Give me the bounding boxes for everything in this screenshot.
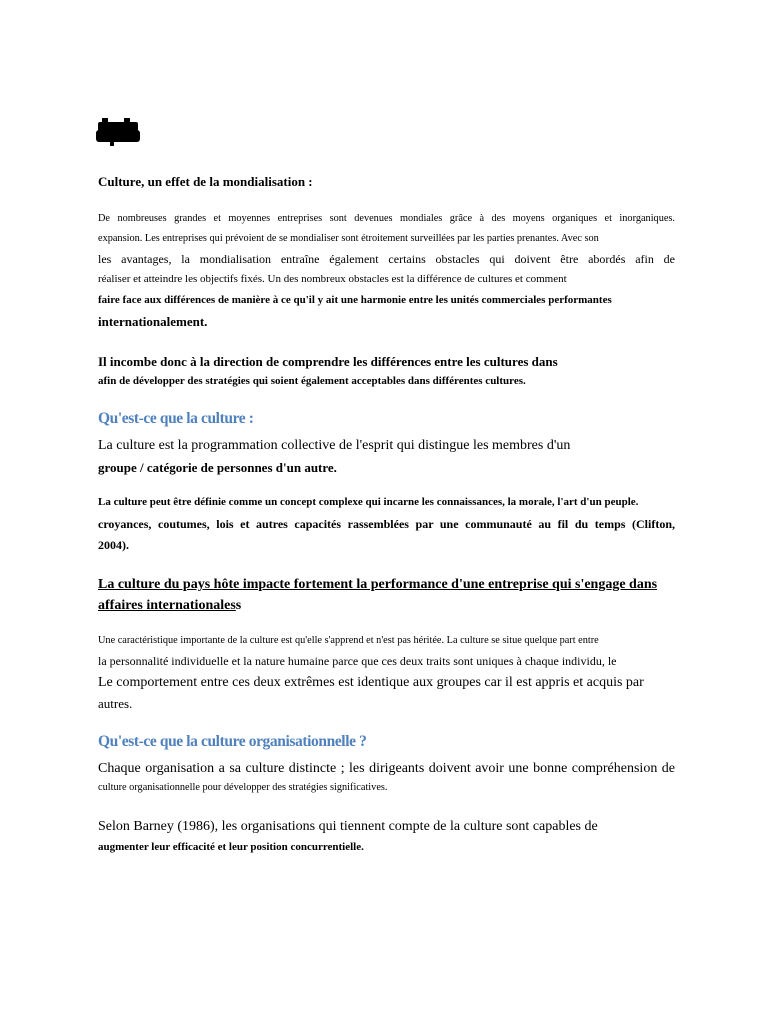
paragraph-6 <box>98 633 675 713</box>
p2-line-2: afin de développer des stratégies qui soient également acceptables dans différentes cultures. <box>98 375 526 387</box>
heading-culture <box>98 410 675 428</box>
p5-line-1: La culture du pays hôte impacte fortement la performance d'une entreprise qui s'engage dans <box>98 577 658 592</box>
p1-line-1: De nombreuses grandes et moyennes entreprises sont devenues mondiales grâce à des moyens organiques et inorganiques. <box>98 213 675 224</box>
p6-line-3: Le comportement entre ces deux extrêmes est identique aux groupes car il est appris et acquis par <box>98 675 644 690</box>
p8-line-1: Selon Barney (1986), les organisations qui tiennent compte de la culture sont capables de <box>98 819 598 834</box>
paragraph-8 <box>98 817 675 855</box>
p5-line-2 <box>98 596 675 616</box>
p3-line-1: La culture est la programmation collective de l'esprit qui distingue les membres d'un <box>98 438 571 453</box>
heading-org-text: Qu'est-ce que la culture organisationnelle ? <box>98 733 367 750</box>
heading-org <box>98 733 675 751</box>
p5-line-2-tail: s <box>235 598 242 613</box>
p4-line-3: 2004). <box>98 538 129 552</box>
p1-line-3: les avantages, la mondialisation entraîne également certains obstacles qui doivent être abordés afin de <box>98 252 675 266</box>
p7-line-2: culture organisationnelle pour développer des stratégies significatives. <box>98 782 388 793</box>
heading-culture-text: Qu'est-ce que la culture : <box>98 410 254 427</box>
section-title-text: Culture, un effet de la mondialisation : <box>98 174 313 189</box>
paragraph-7 <box>98 759 675 796</box>
p6-line-1: Une caractéristique importante de la culture est qu'elle s'apprend et n'est pas héritée. La culture se situe quelque part entre <box>98 635 599 646</box>
p3-line-2: groupe / catégorie de personnes d'un autre. <box>98 460 337 475</box>
logo-icon <box>96 116 142 146</box>
p4-line-1: La culture peut être définie comme un concept complexe qui incarne les connaissances, la morale, l'art d'un peuple. <box>98 496 639 508</box>
p2-line-1: Il incombe donc à la direction de comprendre les différences entre les cultures dans <box>98 354 558 369</box>
p7-line-1: Chaque organisation a sa culture distincte ; les dirigeants doivent avoir une bonne compréhension de <box>98 761 675 776</box>
paragraph-3 <box>98 436 675 477</box>
paragraph-1 <box>98 211 675 331</box>
p1-line-4: réaliser et atteindre les objectifs fixés. Un des nombreux obstacles est la différence de cultures et comment <box>98 273 567 285</box>
section-title <box>98 174 675 190</box>
p6-line-4: autres. <box>98 696 133 711</box>
p6-line-2: la personnalité individuelle et la nature humaine parce que ces deux traits sont uniques à chaque individu, le <box>98 654 617 668</box>
p5-line-2-underlined: affaires internationales <box>98 598 236 613</box>
p1-line-6: internationalement. <box>98 314 208 329</box>
p1-line-2: expansion. Les entreprises qui prévoient de se mondialiser sont étroitement surveillées par les parties prenantes. Avec son <box>98 233 599 244</box>
p4-line-2: croyances, coutumes, lois et autres capacités rassemblées par une communauté au fil du temps (Clifton, <box>98 517 675 531</box>
p1-line-5: faire face aux différences de manière à ce qu'il y ait une harmonie entre les unités commerciales performantes <box>98 294 612 306</box>
paragraph-5 <box>98 575 675 616</box>
paragraph-2 <box>98 352 675 389</box>
p8-line-2: augmenter leur efficacité et leur position concurrentielle. <box>98 841 364 853</box>
paragraph-4 <box>98 494 675 555</box>
